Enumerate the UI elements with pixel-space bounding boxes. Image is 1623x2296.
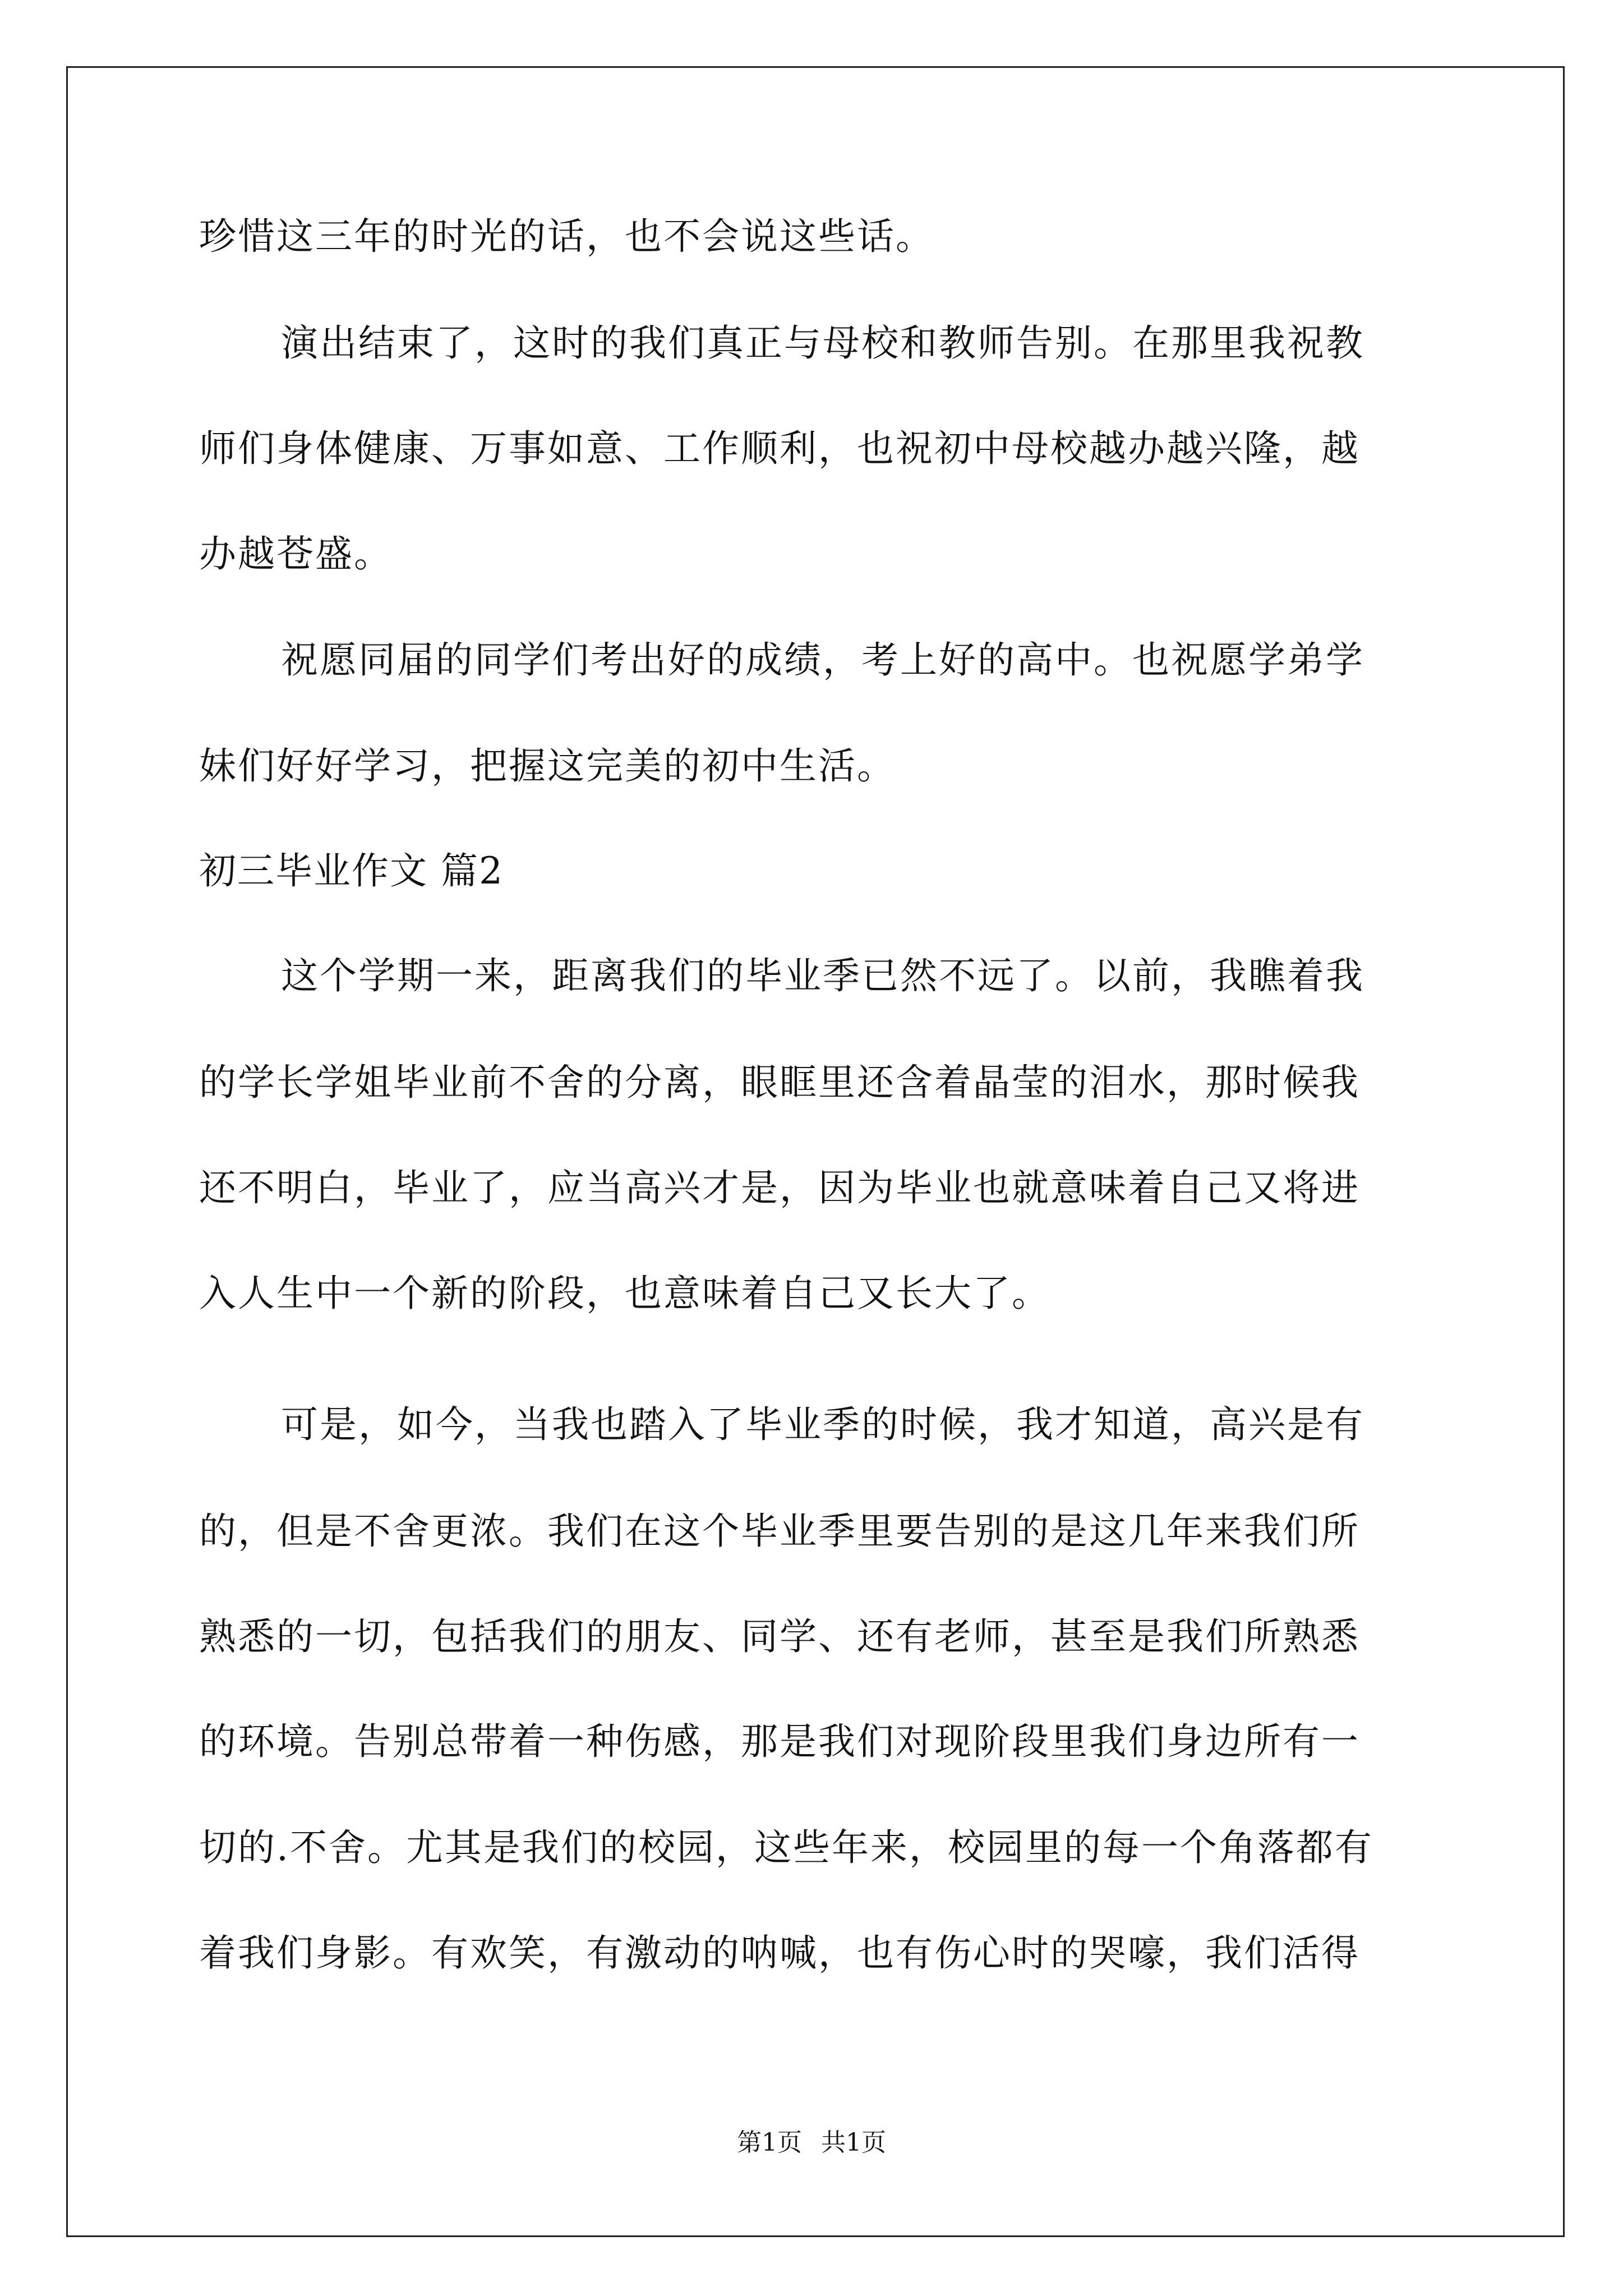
- text-line: 着我们身影。有欢笑，有激动的呐喊，也有伤心时的哭嚎，我们活得: [199, 1931, 1360, 1975]
- text-line: 妹们好好学习，把握这完美的初中生活。: [199, 744, 896, 788]
- text-line: 切的.不舍。尤其是我们的校园，这些年来，校园里的每一个角落都有: [199, 1826, 1373, 1869]
- section-heading: 初三毕业作文 篇2: [199, 849, 504, 892]
- text-line: 还不明白，毕业了，应当高兴才是，因为毕业也就意味着自己又将进: [199, 1166, 1360, 1209]
- text-line: 师们身体健康、万事如意、工作顺利，也祝初中母校越办越兴隆，越: [199, 427, 1360, 470]
- text-line: 入人生中一个新的阶段，也意味着自己又长大了。: [199, 1272, 1050, 1315]
- paragraph-start: 祝愿同届的同学们考出好的成绩，考上好的高中。也祝愿学弟学: [281, 638, 1364, 682]
- paragraph-start: 这个学期一来，距离我们的毕业季已然不远了。以前，我瞧着我: [281, 954, 1364, 997]
- page-total: 共1页: [821, 2128, 886, 2157]
- text-line: 熟悉的一切，包括我们的朋友、同学、还有老师，甚至是我们所熟悉: [199, 1615, 1360, 1658]
- text-line: 的环境。告别总带着一种伤感，那是我们对现阶段里我们身边所有一: [199, 1720, 1360, 1763]
- page-border: [66, 66, 1565, 2237]
- text-line: 办越苍盛。: [199, 532, 393, 576]
- page-footer: [0, 2126, 1623, 2160]
- page-number: 第1页: [737, 2128, 802, 2157]
- text-line: 珍惜这三年的时光的话，也不会说这些话。: [199, 215, 934, 258]
- text-line: 的学长学姐毕业前不舍的分离，眼眶里还含着晶莹的泪水，那时候我: [199, 1061, 1360, 1104]
- text-line: 的，但是不舍更浓。我们在这个毕业季里要告别的是这几年来我们所: [199, 1510, 1360, 1553]
- paragraph-start: 演出结束了，这时的我们真正与母校和教师告别。在那里我祝教: [281, 321, 1364, 365]
- paragraph-start: 可是，如今，当我也踏入了毕业季的时候，我才知道，高兴是有: [281, 1403, 1364, 1446]
